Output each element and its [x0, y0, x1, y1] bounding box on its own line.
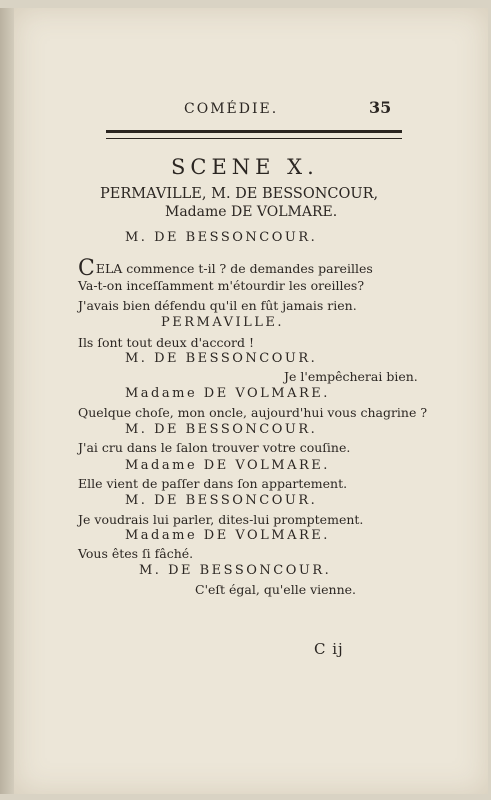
dialogue-line: Je l'empêcherai bien. [284, 369, 418, 384]
dialogue-line: C'eſt égal, qu'elle vienne. [195, 582, 356, 597]
speaker-name: M. DE BESSONCOUR. [139, 563, 332, 578]
running-title: COMÉDIE. [184, 101, 279, 117]
ornamental-rule [106, 130, 402, 139]
dialogue-line: Quelque choſe, mon oncle, aujourd'hui vous chagrine ? [78, 405, 428, 420]
drop-capital: C [78, 256, 95, 281]
speaker-name: Madame DE VOLMARE. [125, 528, 330, 543]
speaker-name: M. DE BESSONCOUR. [125, 351, 318, 366]
dialogue-line: Va-t-on inceſſamment m'étourdir les oreilles? [78, 278, 365, 293]
cast-list-line-1: PERMAVILLE, M. DE BESSONCOUR, [100, 186, 379, 202]
speaker-name: M. DE BESSONCOUR. [125, 422, 318, 437]
speaker-name: M. DE BESSONCOUR. [125, 230, 318, 245]
dialogue-line: Ils ſont tout deux d'accord ! [78, 335, 254, 350]
dialogue-line: Je voudrais lui parler, dites-lui promptement. [78, 512, 364, 527]
signature-mark: C ij [314, 640, 344, 658]
speaker-name: Madame DE VOLMARE. [125, 386, 330, 401]
dialogue-line: Elle vient de paſſer dans ſon appartement. [78, 476, 348, 491]
dialogue-line-text: ELA commence t-il ? de demandes pareilles [95, 261, 373, 276]
scene-title: SCENE X. [171, 155, 319, 179]
book-page [14, 8, 488, 794]
speaker-name: M. DE BESSONCOUR. [125, 493, 318, 508]
cast-list-line-2: Madame DE VOLMARE. [165, 204, 338, 220]
dialogue-line: J'avais bien défendu qu'il en fût jamais rien. [78, 298, 357, 313]
dialogue-line: J'ai cru dans le ſalon trouver votre couſine. [78, 440, 351, 455]
page-number: 35 [369, 98, 392, 117]
dialogue-line: Vous êtes ſi fâché. [78, 546, 194, 561]
speaker-name: PERMAVILLE. [161, 315, 284, 330]
speaker-name: Madame DE VOLMARE. [125, 458, 330, 473]
